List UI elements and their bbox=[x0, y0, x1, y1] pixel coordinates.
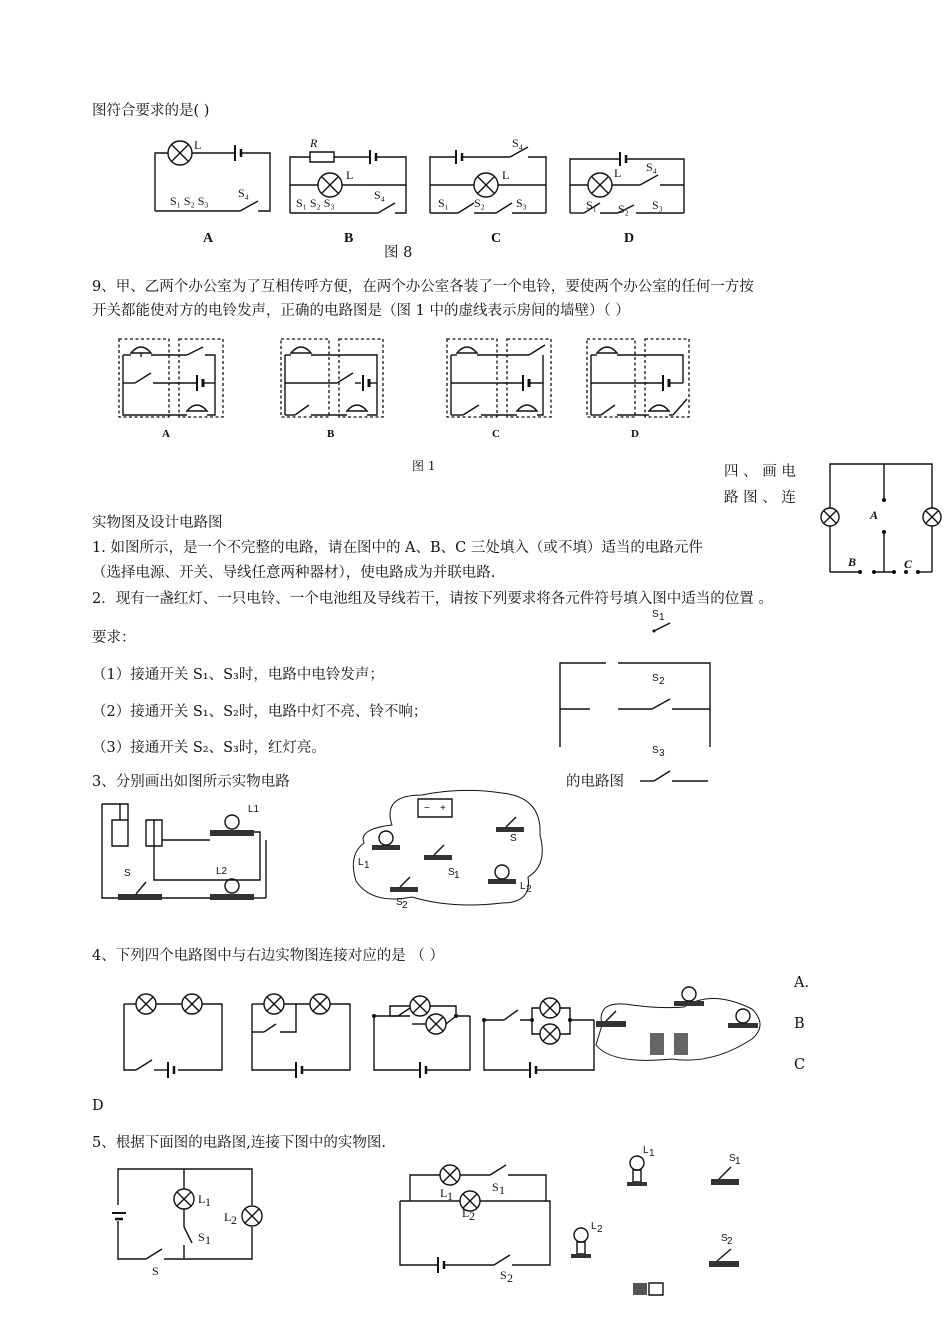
svg-text:1: 1 bbox=[205, 1233, 211, 1247]
svg-text:S: S bbox=[721, 1233, 728, 1244]
svg-text:S: S bbox=[124, 868, 131, 879]
p4-option-c-circuit bbox=[372, 996, 470, 1078]
svg-text:S: S bbox=[652, 609, 659, 620]
svg-text:L: L bbox=[346, 168, 354, 182]
p2-requirement-3: （3）接通开关 S₂、S₃时，红灯亮。 bbox=[92, 740, 326, 756]
svg-text:L: L bbox=[358, 857, 364, 868]
svg-text:1: 1 bbox=[364, 860, 370, 871]
p1-label-b: B bbox=[848, 555, 857, 569]
svg-text:S: S bbox=[500, 1268, 507, 1282]
q8-circuit-figures bbox=[150, 135, 690, 215]
p5-switch-s2 bbox=[709, 1233, 739, 1267]
svg-text:1: 1 bbox=[649, 1148, 655, 1159]
svg-text:L: L bbox=[643, 1145, 649, 1156]
svg-text:L: L bbox=[520, 881, 526, 892]
svg-text:S₃: S₃ bbox=[652, 198, 663, 212]
svg-text:S₁ S₂ S₃: S₁ S₂ S₃ bbox=[296, 196, 335, 210]
q8-option-a: A bbox=[203, 231, 214, 246]
svg-text:S: S bbox=[510, 833, 517, 844]
p2-circuit-frame bbox=[558, 605, 718, 785]
svg-text:L: L bbox=[462, 1206, 470, 1220]
p1-text-line2: （选择电源、开关、导线任意两种器材），使电路成为并联电路. bbox=[92, 565, 496, 581]
q9-question-line1: 9、甲、乙两个办公室为了互相传呼方便，在两个办公室各装了一个电铃，要使两个办公室的任何一方按 bbox=[92, 279, 754, 295]
q9-question-line2: 开关都能使对方的电铃发声，正确的电路图是（图 1 中的虚线表示房间的墙壁）（ ） bbox=[92, 303, 630, 319]
p4-option-b-circuit bbox=[252, 994, 350, 1078]
q8-option-b: B bbox=[344, 231, 354, 246]
p5-bulb-l2 bbox=[571, 1221, 603, 1258]
svg-text:2: 2 bbox=[469, 1209, 475, 1223]
svg-text:S₁ S₂ S₃: S₁ S₂ S₃ bbox=[170, 194, 209, 208]
p3-text-tail: 的电路图 bbox=[566, 774, 624, 790]
svg-text:2: 2 bbox=[597, 1224, 603, 1235]
p4-option-a: A. bbox=[794, 975, 810, 991]
p5-bulb-l1 bbox=[627, 1145, 655, 1186]
p2-text: 2．现有一盏红灯、一只电铃、一个电池组及导线若干，请按下列要求将各元件符号填入图中适当的位置 。 bbox=[92, 591, 773, 607]
svg-text:S₁: S₁ bbox=[586, 198, 597, 212]
svg-text:S₄: S₄ bbox=[374, 188, 385, 202]
p5-text: 5、根据下面图的电路图,连接下图中的实物图. bbox=[92, 1135, 386, 1151]
q9-circuit-a bbox=[119, 339, 223, 417]
svg-text:2: 2 bbox=[507, 1271, 513, 1285]
p4-physical-circuit bbox=[592, 985, 767, 1065]
p5-battery bbox=[633, 1283, 663, 1295]
q9-option-d: D bbox=[631, 428, 639, 440]
q8-circuit-a bbox=[155, 138, 270, 211]
svg-text:1: 1 bbox=[499, 1183, 505, 1197]
svg-text:S₃: S₃ bbox=[516, 196, 527, 210]
svg-text:S₁: S₁ bbox=[438, 196, 449, 210]
svg-text:S: S bbox=[198, 1230, 205, 1244]
p4-text: 4、下列四个电路图中与右边实物图连接对应的是 （ ） bbox=[92, 948, 444, 964]
p5-physical-components bbox=[565, 1145, 740, 1305]
section4-title-part1: 四 、 画 电 bbox=[724, 464, 796, 480]
svg-text:S: S bbox=[448, 867, 455, 878]
svg-text:S: S bbox=[729, 1153, 736, 1164]
q8-circuit-b bbox=[290, 136, 406, 213]
svg-text:1: 1 bbox=[735, 1156, 741, 1167]
svg-text:L: L bbox=[614, 166, 622, 180]
svg-text:1: 1 bbox=[205, 1195, 211, 1209]
svg-text:1: 1 bbox=[447, 1189, 453, 1203]
q9-circuit-figures bbox=[115, 335, 715, 425]
p5-switch-s1 bbox=[711, 1153, 741, 1185]
q8-option-c: C bbox=[491, 231, 502, 246]
section4-title-part2: 路 图 、 连 bbox=[724, 490, 796, 506]
q9-figure-caption: 图 1 bbox=[412, 459, 436, 473]
svg-text:L1: L1 bbox=[248, 804, 260, 815]
q8-figure-caption: 图 8 bbox=[384, 245, 413, 261]
p4-option-d-circuit bbox=[482, 998, 594, 1078]
svg-text:2: 2 bbox=[231, 1213, 237, 1227]
svg-text:S₄: S₄ bbox=[512, 136, 523, 150]
svg-text:1: 1 bbox=[454, 870, 460, 881]
q9-circuit-b bbox=[281, 339, 383, 417]
p3-physical-circuit-right bbox=[352, 785, 552, 910]
q9-circuit-c bbox=[447, 339, 551, 417]
p4-circuit-options bbox=[118, 990, 618, 1075]
svg-text:2: 2 bbox=[727, 1236, 733, 1247]
p4-option-a-circuit bbox=[124, 994, 222, 1078]
q9-option-b: B bbox=[327, 428, 335, 440]
q8-question-tail: 图符合要求的是( ) bbox=[92, 103, 210, 119]
svg-text:−: − bbox=[424, 803, 430, 814]
svg-text:1: 1 bbox=[659, 612, 665, 623]
p3-physical-circuit-left bbox=[98, 800, 268, 910]
q9-circuit-d bbox=[587, 339, 689, 417]
svg-text:L: L bbox=[224, 1210, 232, 1224]
svg-text:S₄: S₄ bbox=[646, 160, 657, 174]
p2-requirement-1: （1）接通开关 S₁、S₃时，电路中电铃发声； bbox=[92, 667, 384, 683]
q9-option-c: C bbox=[492, 428, 500, 440]
p5-circuit-diagram-left bbox=[112, 1165, 262, 1280]
p1-label-a: A bbox=[870, 508, 879, 522]
q8-circuit-c bbox=[430, 136, 546, 213]
svg-text:3: 3 bbox=[659, 748, 665, 759]
svg-text:S₂: S₂ bbox=[618, 202, 629, 216]
p1-incomplete-parallel-circuit bbox=[826, 462, 938, 577]
p4-option-d: D bbox=[92, 1098, 104, 1114]
svg-text:L: L bbox=[591, 1221, 597, 1232]
p4-option-b: B bbox=[794, 1016, 805, 1032]
svg-text:S: S bbox=[652, 745, 659, 756]
p4-option-c: C bbox=[794, 1057, 806, 1073]
svg-text:2: 2 bbox=[402, 900, 408, 911]
svg-text:L: L bbox=[198, 1192, 206, 1206]
svg-text:S: S bbox=[152, 1264, 159, 1278]
svg-text:L: L bbox=[502, 168, 510, 182]
svg-text:2: 2 bbox=[526, 884, 532, 895]
p1-label-c: C bbox=[904, 557, 913, 571]
p3-text: 3、分别画出如图所示实物电路 bbox=[92, 774, 290, 790]
svg-text:L: L bbox=[440, 1186, 448, 1200]
p1-text-line1: 1. 如图所示，是一个不完整的电路，请在图中的 A、B、C 三处填入（或不填）适当的电路元件 bbox=[92, 540, 703, 556]
q8-option-d: D bbox=[624, 231, 635, 246]
q8-circuit-d bbox=[570, 152, 684, 216]
svg-text:L2: L2 bbox=[216, 866, 228, 877]
svg-text:S₄: S₄ bbox=[238, 186, 249, 200]
q9-option-a: A bbox=[162, 428, 170, 440]
svg-text:L: L bbox=[194, 138, 202, 152]
p5-circuit-diagram-right bbox=[400, 1165, 560, 1285]
svg-text:S: S bbox=[492, 1180, 499, 1194]
svg-text:+: + bbox=[440, 803, 446, 814]
svg-text:S: S bbox=[396, 897, 403, 908]
section4-title-part3: 实物图及设计电路图 bbox=[92, 515, 223, 531]
svg-text:2: 2 bbox=[659, 676, 665, 687]
svg-text:R: R bbox=[310, 136, 318, 150]
p2-requirements-label: 要求： bbox=[92, 630, 136, 646]
svg-text:S: S bbox=[652, 673, 659, 684]
svg-text:S₂: S₂ bbox=[474, 196, 485, 210]
p2-requirement-2: （2）接通开关 S₁、S₂时，电路中灯不亮、铃不响； bbox=[92, 704, 428, 720]
